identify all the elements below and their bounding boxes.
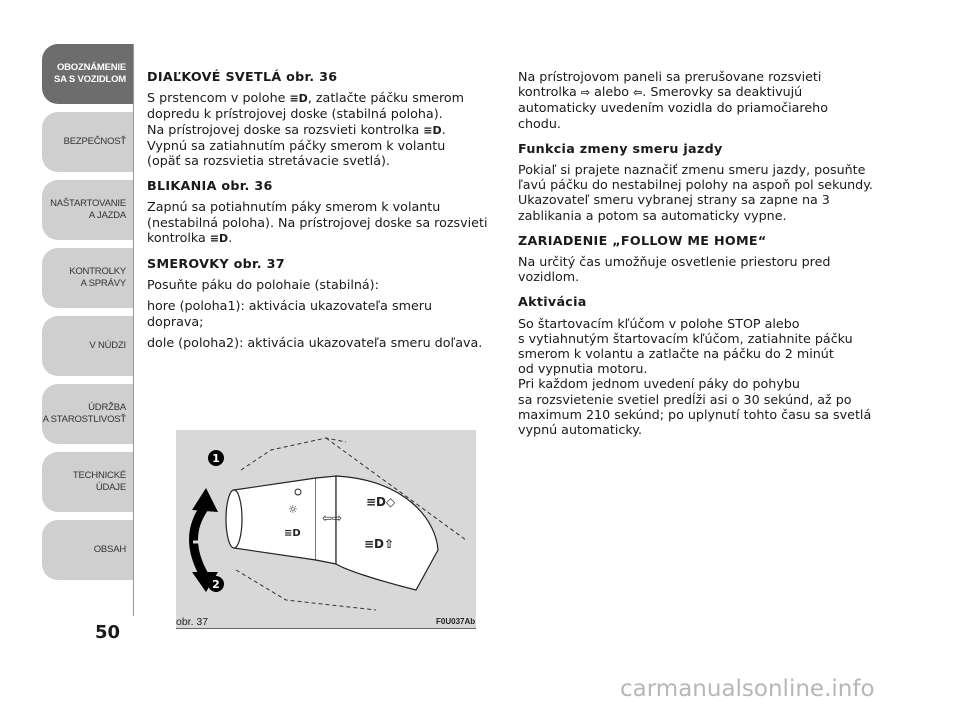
paragraph-line: dole (poloha2): aktivácia ukazovateľa smeru doľava.	[147, 334, 483, 350]
page-number: 50	[95, 622, 121, 643]
paragraph-line: (nestabilná poloha). Na prístrojovej doske sa rozsvieti	[147, 214, 488, 230]
high-beam-icon: ≡D	[423, 123, 442, 137]
text-fragment: S prstencom v polohe	[147, 90, 290, 106]
paragraph-line: chodu.	[518, 115, 561, 131]
sidebar-divider	[133, 44, 134, 616]
tab-label-line: ÚDRŽBA	[88, 402, 126, 414]
tab-label-line: NAŠTARTOVANIE	[50, 198, 126, 210]
paragraph-line: kontrolka ≡D.	[147, 229, 233, 245]
paragraph-line: (opäť sa rozsvietia stretávacie svetlá).	[147, 153, 390, 169]
watermark: carmanualsonline.info	[620, 676, 875, 702]
indicators-heading: SMEROVKY obr. 37	[147, 256, 285, 272]
tab-label-line: OBSAH	[93, 544, 126, 556]
activation-heading: Aktivácia	[518, 294, 587, 310]
paragraph-line: Zapnú sa potiahnutím páky smerom k volantu	[147, 199, 441, 215]
tab-v-nudzi[interactable]	[42, 316, 134, 376]
lever-collar	[336, 476, 438, 590]
text-fragment: . Smerovky sa deaktivujú	[642, 84, 803, 100]
lever-tip	[226, 490, 242, 548]
high-beam-icon: ≡D◇	[366, 495, 396, 509]
paragraph-line: automaticky uvedením vozidla do priamočiareho	[518, 100, 828, 116]
chapter-sidebar	[42, 44, 134, 588]
tab-label-line: A JAZDA	[88, 210, 126, 221]
paragraph-line	[518, 84, 898, 100]
lever-illustration	[176, 430, 476, 628]
arrow-up-head	[192, 488, 218, 512]
flash-heading: BLIKANIA obr. 36	[147, 178, 273, 194]
position-label-1: 1	[212, 452, 220, 465]
turn-signal-arrows-icon: ⇦⇨	[322, 511, 343, 525]
high-beam-icon: ≡D	[289, 92, 308, 106]
figure-caption-rule	[176, 628, 476, 629]
tab-kontrolky[interactable]	[42, 248, 134, 308]
text-fragment: kontrolka	[518, 84, 581, 100]
tab-label-line: KONTROLKY	[69, 266, 126, 278]
parking-light-icon: ☼	[288, 503, 298, 516]
paragraph-line	[147, 90, 492, 106]
right-column	[518, 69, 898, 437]
tab-udrzba[interactable]	[42, 384, 134, 444]
paragraph-line: sa rozsvietenie svetiel predĺži asi o 30 sekúnd, až po	[518, 391, 852, 407]
left-column	[147, 69, 492, 350]
tab-label-line: TECHNICKÉ	[72, 470, 126, 482]
paragraph-line: Ukazovateľ smeru vybranej strany sa zapne na 3	[518, 192, 830, 208]
text-fragment: Na prístrojovej doske sa rozsvieti kontrolka	[147, 121, 424, 137]
paragraph-line: vozidlom.	[518, 269, 580, 285]
high-beam-heading: DIAĽKOVÉ SVETLÁ obr. 36	[147, 69, 338, 84]
tab-label-line: V NÚDZI	[89, 340, 126, 352]
figure-caption: obr. 37	[176, 616, 209, 628]
tab-bezpecnost[interactable]	[42, 112, 134, 172]
figure-code: F0U037Ab	[436, 617, 476, 626]
turn-right-arrow-icon: ⇨	[580, 86, 591, 100]
paragraph-line: zablikania a potom sa automaticky vypne.	[518, 207, 787, 223]
paragraph-line: Na prístrojovom paneli sa prerušovane rozsvieti	[518, 69, 822, 84]
column-outline	[236, 570, 376, 610]
turn-left-arrow-icon: ⇦	[633, 86, 643, 100]
high-beam-icon: ≡D	[209, 231, 229, 245]
paragraph-line: Posuňte páku do polohaie (stabilná):	[147, 277, 379, 293]
lane-change-heading: Funkcia zmeny smeru jazdy	[518, 140, 723, 156]
paragraph-line: ľavú páčku do nestabilnej polohy na aspoň pol sekundy.	[518, 177, 873, 193]
tab-label-line: ÚDAJE	[95, 482, 126, 493]
paragraph-line: od vypnutia motoru.	[518, 361, 648, 377]
paragraph-line: Pokiaľ si prajete naznačiť zmenu smeru jazdy, posuňte	[518, 162, 866, 178]
tab-label-line: BEZPEČNOSŤ	[63, 136, 126, 148]
flash-icon: ≡D⇧	[364, 537, 395, 551]
paragraph-line: vypnú automaticky.	[518, 422, 642, 438]
paragraph-line: So štartovacím kľúčom v polohe STOP alebo	[518, 315, 800, 331]
tab-obsah[interactable]	[42, 520, 134, 580]
tab-label-line: OBOZNÁMENIE	[56, 62, 126, 74]
tab-oboznamenie[interactable]	[42, 44, 134, 104]
paragraph-line: Vypnú sa zatiahnutím páčky smerom k volantu	[147, 137, 446, 153]
paragraph-line: s vytiahnutým štartovacím kľúčom, zatiahnite páčku	[518, 330, 853, 346]
lever-figure	[176, 430, 476, 628]
lever-arm	[234, 478, 316, 560]
tab-technicke-udaje[interactable]	[42, 452, 134, 512]
tab-label-line: A STAROSTLIVOSŤ	[42, 414, 126, 425]
position-label-2: 2	[212, 578, 220, 591]
tab-label-line: A SPRÁVY	[80, 278, 126, 289]
paragraph-line: dopredu k prístrojovej doske (stabilná poloha).	[147, 106, 443, 122]
follow-me-home-heading: ZARIADENIE „FOLLOW ME HOME“	[518, 232, 767, 248]
tab-nastartovanie[interactable]	[42, 180, 134, 240]
paragraph-line: Na prístrojovej doske sa rozsvieti kontrolka ≡D.	[147, 121, 446, 137]
paragraph-line: smerom k volantu a zatlačte na páčku do 2 minút	[518, 346, 834, 362]
text-fragment: alebo	[590, 84, 634, 100]
dipped-beam-icon: ≡D	[284, 528, 301, 539]
paragraph-line: Na určitý čas umožňuje osvetlenie priestoru pred	[518, 254, 831, 270]
paragraph-line: maximum 210 sekúnd; po uplynutí tohto času sa svetlá	[518, 406, 872, 422]
column-outline	[241, 438, 346, 470]
text-fragment: , zatlačte páčku smerom	[307, 90, 465, 106]
text-fragment: kontrolka	[147, 229, 210, 245]
tab-label-line: SA S VOZIDLOM	[54, 74, 126, 85]
paragraph-line: Pri každom jednom uvedení páky do pohybu	[518, 376, 800, 392]
paragraph-line: hore (poloha1): aktivácia ukazovateľa smeru doprava;	[147, 298, 433, 329]
